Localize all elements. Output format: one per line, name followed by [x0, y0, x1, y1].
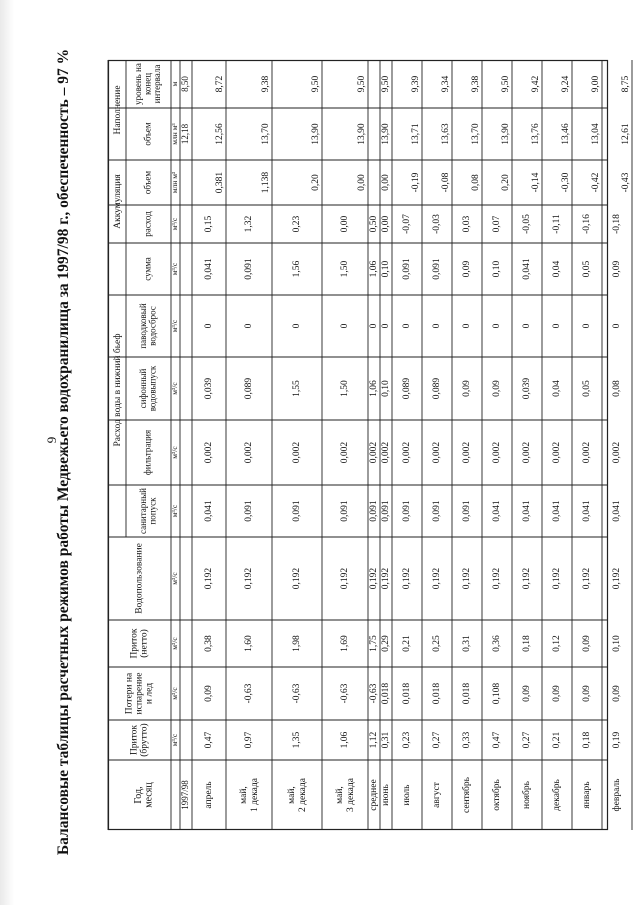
row-11-water_use: 0,192	[522, 567, 533, 590]
row-6-losses: 0,018	[381, 682, 392, 705]
row-2-inflow_net: 1,60	[244, 635, 255, 652]
row-7-sanitary: 0,091	[402, 500, 413, 522]
row-12-inflow_net: 0,12	[552, 635, 563, 652]
row-13-water_use: 0,192	[582, 567, 593, 590]
row-8-sum: 0,091	[432, 258, 443, 280]
unit-inflow_net: м³/с	[170, 637, 180, 650]
row-3-sanitary: 0,091	[292, 500, 303, 522]
row-14-filtration: 0,002	[612, 441, 623, 464]
row-12-fill_level: 9,24	[561, 75, 572, 93]
row-10-filtration: 0,002	[492, 441, 503, 464]
row-1-losses: 0,09	[204, 685, 215, 702]
row-4-acc_volume: 0,00	[357, 174, 368, 191]
unit-flood: м³/с	[170, 319, 180, 333]
subheader-acc_flow: расход	[142, 211, 153, 237]
header-inflow-net: Приток	[129, 628, 140, 659]
header-filling-group: Наполнение	[113, 85, 124, 135]
row-2-losses: -0,63	[244, 683, 255, 704]
row-13-fill_volume: 13,04	[591, 123, 602, 145]
row-13-period: январь	[582, 781, 593, 809]
row-2-fill_volume: 13,70	[261, 123, 272, 145]
unit-sum: м³/с	[170, 262, 180, 276]
row-10-acc_flow: 0,07	[492, 215, 503, 233]
row-8-acc_volume: -0,08	[441, 172, 452, 193]
initial-fill-volume: 12,18	[180, 123, 191, 145]
row-10-siphon: 0,09	[492, 380, 503, 397]
row-13-siphon: 0,05	[582, 380, 593, 397]
row-7-fill_volume: 13,71	[411, 123, 422, 145]
row-4-inflow_net: 1,69	[340, 635, 351, 652]
subheader-fill_volume: объем	[142, 122, 153, 146]
unit-fill_level: м	[170, 81, 180, 87]
row-7-inflow_net: 0,21	[402, 635, 413, 652]
row-9-sanitary: 0,091	[462, 500, 473, 522]
row-4-flood: 0	[340, 323, 351, 329]
row-5-water_use: 0,192	[369, 567, 380, 590]
row-3-inflow_gross: 1,35	[292, 731, 303, 749]
header-period: месяц	[143, 782, 155, 808]
row-1-period: апрель	[204, 781, 215, 809]
row-2-flood: 0	[244, 323, 255, 329]
row-3-siphon: 1,55	[292, 380, 303, 397]
subheader-siphon: сифонный	[137, 368, 148, 409]
row-11-acc_volume: -0,14	[531, 172, 542, 193]
row-2-period: май,	[239, 786, 250, 804]
row-6-acc_volume: 0,00	[381, 174, 392, 191]
row-8-sanitary: 0,091	[432, 500, 443, 522]
header-inflow-net: (нетто)	[139, 629, 150, 658]
row-10-fill_level: 9,50	[501, 75, 512, 93]
unit-acc_volume: млн м³	[170, 171, 180, 194]
row-2-acc_volume: 1,138	[261, 171, 272, 194]
row-10-fill_volume: 13,90	[501, 123, 512, 145]
subheader-fill_level: интервала	[152, 64, 163, 104]
row-12-siphon: 0,04	[552, 380, 563, 397]
row-1-sanitary: 0,041	[204, 500, 215, 522]
row-4-siphon: 1,50	[340, 380, 351, 397]
row-11-siphon: 0,039	[522, 377, 533, 400]
row-6-filtration: 0,002	[381, 441, 392, 464]
row-6-flood: 0	[381, 323, 392, 329]
row-10-period: октябрь	[492, 779, 503, 811]
row-3-fill_volume: 13,90	[311, 123, 322, 145]
row-13-flood: 0	[582, 323, 593, 329]
header-losses: и лед	[144, 682, 155, 705]
row-11-flood: 0	[522, 323, 533, 329]
row-1-filtration: 0,002	[204, 441, 215, 464]
row-12-flood: 0	[552, 323, 563, 329]
row-10-sanitary: 0,041	[492, 500, 503, 522]
row-10-flood: 0	[492, 323, 503, 329]
row-8-losses: 0,018	[432, 682, 443, 705]
row-14-sum: 0,09	[612, 260, 623, 278]
row-3-water_use: 0,192	[292, 567, 303, 590]
row-14-siphon: 0,08	[612, 380, 623, 397]
row-8-water_use: 0,192	[432, 567, 443, 590]
row-4-period: 3 декада	[346, 778, 357, 812]
row-13-filtration: 0,002	[582, 441, 593, 464]
row-13-inflow_net: 0,09	[582, 635, 593, 652]
subheader-siphon: водовыпуск	[147, 365, 158, 412]
row-5-flood: 0	[369, 323, 380, 329]
row-5-inflow_gross: 1,12	[369, 731, 380, 749]
row-13-inflow_gross: 0,18	[582, 731, 593, 749]
row-2-fill_level: 9,38	[261, 75, 272, 93]
row-4-sum: 1,50	[340, 260, 351, 278]
row-10-inflow_net: 0,36	[492, 635, 503, 652]
row-11-fill_level: 9,42	[531, 75, 542, 93]
row-3-flood: 0	[292, 323, 303, 329]
row-14-fill_level: 8,75	[621, 75, 632, 93]
row-7-water_use: 0,192	[402, 567, 413, 590]
row-11-sum: 0,041	[522, 258, 533, 280]
row-7-fill_level: 9,39	[411, 75, 422, 93]
row-14-flood: 0	[612, 323, 623, 329]
row-5-sum: 1,06	[369, 260, 380, 278]
row-1-sum: 0,041	[204, 258, 215, 280]
row-12-sanitary: 0,041	[552, 500, 563, 522]
row-1-inflow_net: 0,38	[204, 635, 215, 652]
row-11-sanitary: 0,041	[522, 500, 533, 522]
row-9-water_use: 0,192	[462, 567, 473, 590]
initial-fill-level: 8,50	[180, 76, 191, 92]
row-12-acc_volume: -0,30	[561, 172, 572, 193]
row-1-inflow_gross: 0,47	[204, 731, 215, 749]
row-7-losses: 0,018	[402, 682, 413, 705]
row-8-fill_level: 9,34	[441, 75, 452, 93]
row-11-filtration: 0,002	[522, 441, 533, 464]
subheader-sanitary: санитарный	[137, 488, 148, 534]
row-12-filtration: 0,002	[552, 441, 563, 464]
row-4-period: май,	[335, 786, 346, 804]
row-8-filtration: 0,002	[432, 441, 443, 464]
row-12-fill_volume: 13,46	[561, 123, 572, 145]
unit-siphon: м³/с	[170, 382, 180, 395]
row-7-inflow_gross: 0,23	[402, 731, 413, 749]
row-7-siphon: 0,089	[402, 377, 413, 400]
row-1-siphon: 0,039	[204, 377, 215, 400]
row-11-acc_flow: -0,05	[522, 214, 533, 234]
row-3-period: 2 декада	[298, 778, 309, 812]
subheader-flood: паводковый	[137, 303, 148, 349]
row-8-inflow_net: 0,25	[432, 635, 443, 652]
row-4-fill_level: 9,50	[357, 75, 368, 93]
row-8-siphon: 0,089	[432, 377, 443, 400]
row-8-fill_volume: 13,63	[441, 123, 452, 145]
row-14-water_use: 0,192	[612, 567, 623, 590]
header-downstream-group: Расход воды в нижний бьеф	[113, 333, 124, 447]
row-7-filtration: 0,002	[402, 441, 413, 464]
page-number: 9	[44, 436, 59, 444]
row-6-fill_volume: 13,90	[381, 123, 392, 145]
row-9-inflow_gross: 0,33	[462, 731, 473, 749]
row-3-fill_level: 9,50	[311, 75, 322, 93]
row-1-acc_volume: 0,381	[215, 171, 226, 194]
row-4-losses: -0,63	[340, 683, 351, 704]
row-2-water_use: 0,192	[244, 567, 255, 590]
row-10-acc_volume: 0,20	[501, 174, 512, 191]
row-12-period: декабрь	[552, 779, 563, 811]
row-6-period: июнь	[381, 784, 392, 806]
row-12-acc_flow: -0,11	[552, 214, 563, 234]
row-4-fill_volume: 13,90	[357, 123, 368, 145]
initial-period: 1997/98	[180, 780, 191, 810]
row-13-sanitary: 0,041	[582, 500, 593, 522]
row-2-inflow_gross: 0,97	[244, 731, 255, 749]
unit-filtration: м³/с	[170, 446, 180, 459]
row-4-acc_flow: 0,00	[340, 215, 351, 233]
row-5-acc_flow: 0,50	[369, 215, 380, 233]
row-5-sanitary: 0,091	[369, 500, 380, 522]
row-13-fill_level: 9,00	[591, 75, 602, 93]
row-6-sum: 0,10	[381, 260, 392, 278]
scan-edge	[0, 0, 14, 905]
row-9-losses: 0,018	[462, 682, 473, 705]
row-4-filtration: 0,002	[340, 441, 351, 464]
row-3-losses: -0,63	[292, 683, 303, 704]
row-5-siphon: 1,06	[369, 380, 380, 397]
header-period: Год,	[133, 786, 145, 804]
balance-table-grid	[108, 60, 632, 830]
row-14-acc_volume: -0,43	[621, 172, 632, 193]
header-accumulation-group: Аккумуляция	[113, 174, 124, 229]
row-10-sum: 0,10	[492, 260, 503, 278]
header-losses: Потери на	[124, 672, 135, 715]
unit-water_use: м³/с	[170, 572, 180, 585]
row-1-fill_level: 8,72	[215, 75, 226, 93]
row-13-losses: 0,09	[582, 685, 593, 702]
row-11-losses: 0,09	[522, 685, 533, 702]
row-11-inflow_gross: 0,27	[522, 731, 533, 749]
row-1-flood: 0	[204, 323, 215, 329]
row-9-period: сентябрь	[462, 777, 473, 813]
row-7-sum: 0,091	[402, 258, 413, 280]
subheader-acc_volume: объем	[142, 170, 153, 195]
subheader-filtration: фильтрация	[142, 429, 153, 476]
row-2-period: 1 декада	[250, 778, 261, 812]
row-14-inflow_gross: 0,19	[612, 731, 623, 749]
subheader-flood: водосброс	[147, 306, 158, 346]
row-4-sanitary: 0,091	[340, 500, 351, 522]
row-6-fill_level: 9,50	[381, 75, 392, 93]
row-12-inflow_gross: 0,21	[552, 731, 563, 749]
row-14-losses: 0,09	[612, 685, 623, 702]
subheader-sum: сумма	[142, 257, 153, 281]
row-4-water_use: 0,192	[340, 567, 351, 590]
header-inflow-gross: Приток	[129, 724, 140, 756]
row-3-inflow_net: 1,98	[292, 635, 303, 652]
row-11-period: ноябрь	[522, 781, 533, 809]
row-11-fill_volume: 13,76	[531, 123, 542, 145]
subheader-fill_level: уровень на	[133, 63, 144, 105]
row-1-water_use: 0,192	[204, 567, 215, 590]
row-9-inflow_net: 0,31	[462, 635, 473, 652]
row-14-fill_volume: 12,61	[621, 123, 632, 145]
header-water-use: Водопользование	[134, 543, 145, 614]
row-2-acc_flow: 1,32	[244, 215, 255, 233]
row-6-inflow_gross: 0,31	[381, 731, 392, 749]
row-8-period: август	[432, 782, 443, 808]
row-11-inflow_net: 0,18	[522, 635, 533, 652]
row-9-sum: 0,09	[462, 260, 473, 278]
header-losses: испарение	[134, 672, 145, 715]
row-14-sanitary: 0,041	[612, 500, 623, 522]
row-7-flood: 0	[402, 323, 413, 329]
unit-losses: м³/с	[170, 687, 180, 700]
subheader-sanitary: попуск	[147, 497, 158, 525]
row-7-acc_flow: -0,07	[402, 214, 413, 234]
row-9-filtration: 0,002	[462, 441, 473, 464]
row-9-fill_level: 9,38	[471, 75, 482, 93]
row-9-flood: 0	[462, 323, 473, 329]
row-6-acc_flow: 0,00	[381, 215, 392, 233]
row-10-water_use: 0,192	[492, 567, 503, 590]
row-8-inflow_gross: 0,27	[432, 731, 443, 749]
row-6-siphon: 0,10	[381, 380, 392, 397]
row-3-period: май,	[287, 786, 298, 804]
row-9-acc_volume: 0,08	[471, 174, 482, 191]
row-1-acc_flow: 0,15	[204, 215, 215, 233]
row-9-siphon: 0,09	[462, 380, 473, 397]
page-title: Балансовые таблицы расчетных режимов работы Медвежьего водохранилища за 1997/98 г., обеспеченность – 97 %	[55, 48, 72, 856]
row-6-sanitary: 0,091	[381, 500, 392, 522]
row-13-sum: 0,05	[582, 260, 593, 278]
row-5-losses: -0,63	[369, 683, 380, 704]
row-12-sum: 0,04	[552, 260, 563, 278]
row-12-losses: 0,09	[552, 685, 563, 702]
row-9-fill_volume: 13,70	[471, 123, 482, 145]
row-9-acc_flow: 0,03	[462, 215, 473, 233]
row-8-flood: 0	[432, 323, 443, 329]
row-14-period: февраль	[612, 778, 623, 812]
row-4-inflow_gross: 1,06	[340, 731, 351, 749]
row-7-period: июль	[402, 784, 413, 806]
row-5-period: среднее	[369, 779, 380, 811]
unit-inflow_gross: м³/с	[170, 733, 180, 747]
row-2-sanitary: 0,091	[244, 500, 255, 522]
row-3-sum: 1,56	[292, 260, 303, 278]
row-7-acc_volume: -0,19	[411, 172, 422, 193]
unit-fill_volume: млн м³	[170, 123, 180, 145]
row-3-acc_volume: 0,20	[311, 174, 322, 191]
row-2-filtration: 0,002	[244, 441, 255, 464]
row-2-siphon: 0,089	[244, 377, 255, 400]
row-12-water_use: 0,192	[552, 567, 563, 590]
row-5-inflow_net: 1,75	[369, 635, 380, 652]
row-14-acc_flow: -0,18	[612, 214, 623, 234]
row-10-losses: 0,108	[492, 682, 503, 705]
row-5-filtration: 0,002	[369, 441, 380, 464]
row-14-inflow_net: 0,10	[612, 635, 623, 652]
row-6-water_use: 0,192	[381, 567, 392, 590]
row-1-fill_volume: 12,56	[215, 123, 226, 145]
row-3-filtration: 0,002	[292, 441, 303, 464]
row-13-acc_volume: -0,42	[591, 172, 602, 193]
row-2-sum: 0,091	[244, 258, 255, 280]
unit-acc_flow: м³/с	[170, 217, 180, 231]
balance-table	[108, 60, 632, 830]
unit-sanitary: м³/с	[170, 504, 180, 518]
row-3-acc_flow: 0,23	[292, 215, 303, 233]
row-8-acc_flow: -0,03	[432, 214, 443, 234]
row-10-inflow_gross: 0,47	[492, 731, 503, 749]
subheader-fill_level: конец	[142, 72, 153, 96]
row-13-acc_flow: -0,16	[582, 214, 593, 234]
row-6-inflow_net: 0,29	[381, 635, 392, 652]
header-inflow-gross: (брутто)	[139, 723, 150, 757]
